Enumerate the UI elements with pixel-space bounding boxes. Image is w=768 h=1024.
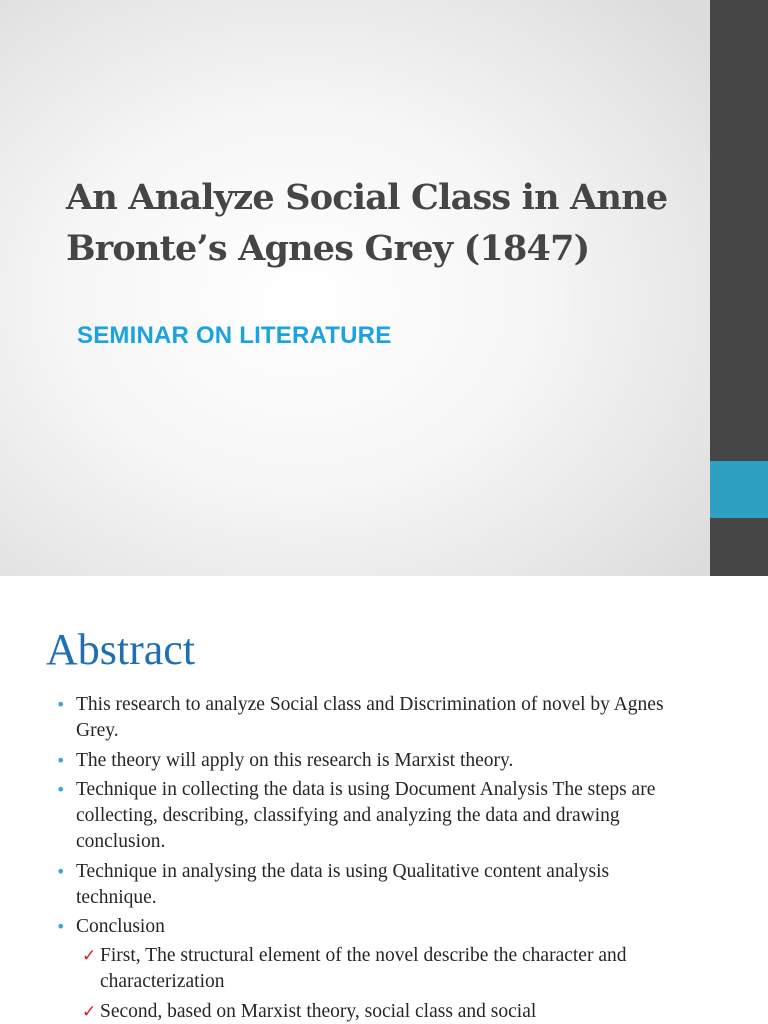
sub-bullet-text: Second, based on Marxist theory, social class and social: [100, 1000, 537, 1022]
slide-title: An Analyze Social Class in Anne Bronte’s Agnes Grey (1847): [66, 177, 668, 269]
checkmark-icon: ✓: [82, 946, 97, 966]
bullet-text: Technique in analysing the data is using Qualitative content analysis technique.: [76, 860, 610, 908]
bullet-text: This research to analyze Social class and Discrimination of novel by Agnes Grey.: [76, 694, 664, 741]
sub-bullet-text: First, The structural element of the novel describe the character and characterization: [100, 945, 627, 992]
bullet-dot-icon: •: [56, 861, 66, 881]
bullet-item: [52, 748, 692, 774]
bullet-dot-icon: •: [56, 695, 66, 714]
conclusion-sub-list: [76, 943, 692, 1024]
sub-bullet-item: [52, 943, 692, 995]
abstract-heading: Abstract: [46, 625, 196, 674]
bullet-dot-icon: •: [56, 780, 66, 799]
slide-subtitle: SEMINAR ON LITERATURE: [77, 322, 392, 349]
bullet-item: [52, 692, 692, 744]
bullet-item: [52, 914, 692, 1024]
bullet-text: Technique in collecting the data is using Document Analysis The steps are collecting, describing, classifying and analyzing the data and drawing conclusion.: [76, 779, 656, 852]
bullet-item: [52, 859, 692, 911]
abstract-bullet-list: [52, 692, 692, 1024]
bullet-text: The theory will apply on this research is Marxist theory.: [76, 749, 514, 771]
sub-bullet-item: [52, 999, 692, 1024]
slide-side-accent: [710, 461, 768, 518]
bullet-text: Conclusion: [76, 916, 165, 937]
bullet-dot-icon: •: [56, 917, 66, 936]
bullet-item: [52, 777, 692, 855]
abstract-slide: [0, 576, 768, 1024]
checkmark-icon: ✓: [82, 1001, 97, 1022]
bullet-dot-icon: •: [56, 750, 66, 770]
